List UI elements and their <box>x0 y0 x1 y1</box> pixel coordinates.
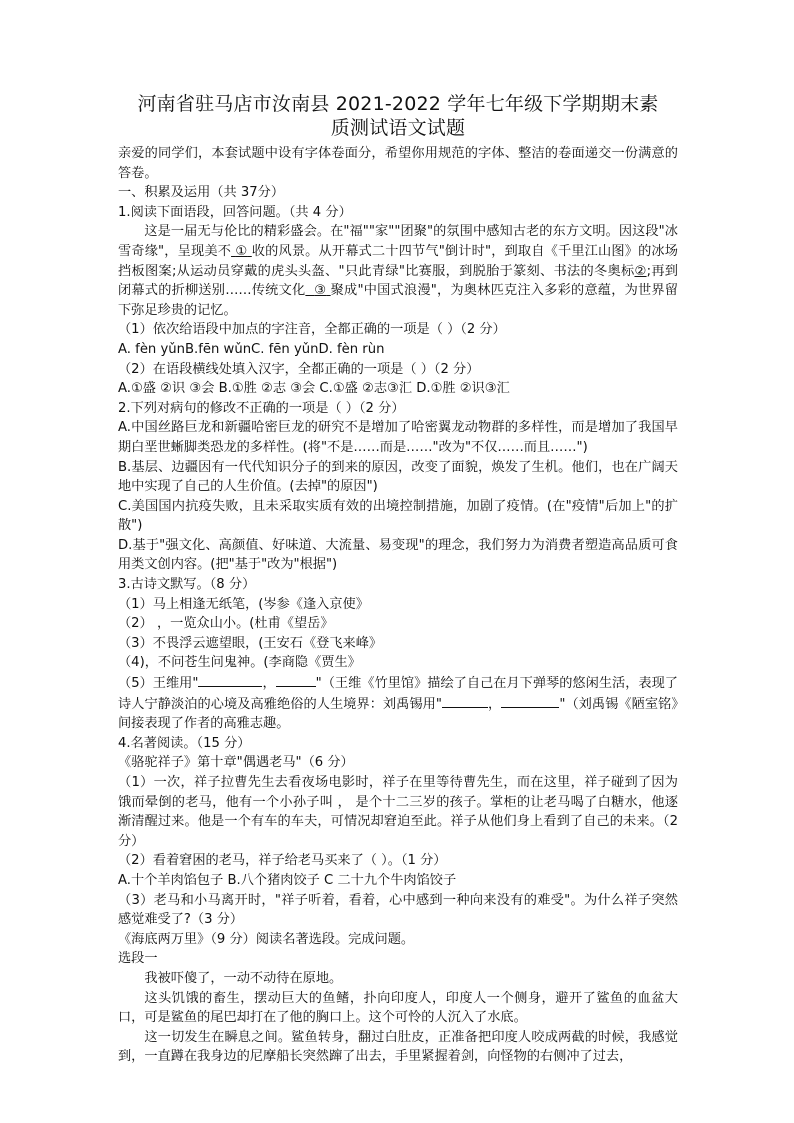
passage-part-a: 这是一届无与伦比的精彩盛会。在"福""家""团聚"的氛围中感知古老的东方文明。因这段"冰雪奇缘"，呈现美不 <box>118 224 678 259</box>
blank-3 <box>305 283 330 298</box>
blank-3-mark: ③ <box>314 283 327 299</box>
passage-part-b: 收的风景。从开幕式二十四节气"倒计时"，到取自《千里江山图》的冰场挡板图案;从运动员穿戴的虎头头盔、"只此青绿"比赛服，到脱胎于篆刻、书法的冬奥标 <box>118 243 678 279</box>
answer-blank <box>442 694 488 708</box>
question-3-line-1: （1）马上相逢无纸笔，(岑参《逢入京使》 <box>118 596 369 612</box>
excerpt-paragraph-3: 这一切发生在瞬息之间。鲨鱼转身，翻过白肚皮，正准备把印度人咬成两截的时候，我感觉到，一直蹲在我身边的尼摩船长突然蹿了出去，手里紧握着剑，向怪物的右侧冲了过去， <box>118 1029 678 1065</box>
question-2-option-b: B.基层、边疆因有一代代知识分子的到来的原因，改变了面貌，焕发了生机。他们，也在广阔天地中实现了自己的人生价值。(去掉"的原因") <box>118 459 678 495</box>
line-5-part-c: "（刘禹锡《陋室铭》间接表现了作者的高雅志趣。 <box>118 696 678 732</box>
exam-content <box>118 144 678 1067</box>
intro-text: 亲爱的同学们，本套试题中设有字体卷面分，希望你用规范的字体、整洁的卷面递交一份满意的答卷。 <box>118 146 678 181</box>
excerpt-paragraph-2: 这头饥饿的畜生，摆动巨大的鱼鳍，扑向印度人，印度人一个侧身，避开了鲨鱼的血盆大口，可是鲨鱼的尾巴却打在了他的胸口上。这个可怜的人沉入了水底。 <box>118 990 678 1026</box>
answer-blank <box>501 694 559 708</box>
question-3-line-4: （4)，不问苍生问鬼神。(李商隐《贾生》 <box>118 655 361 671</box>
question-2-option-a: A.中国丝路巨龙和新疆哈密巨龙的研究不是增加了哈密翼龙动物群的多样性，而是增加了我国早期白垩世蜥脚类恐龙的多样性。(将"不是……而是……"改为"不仅……而且……") <box>118 420 678 455</box>
blank-1 <box>231 244 252 259</box>
blank-1-mark: ① <box>235 243 248 259</box>
title-line-2: 质测试语文试题 <box>330 117 466 139</box>
line-5-part-a: （5）王维用" <box>118 676 199 692</box>
line-5-separator: ， <box>262 676 276 692</box>
question-3-line-5 <box>118 673 678 734</box>
passage-part-c: ;再到闭幕式的折柳送别……传统文化 <box>118 263 678 299</box>
line-5-separator: ， <box>488 696 502 712</box>
question-4-sub-2: （2）看着窘困的老马，祥子给老马买来了（ ）。（1 分） <box>118 853 447 869</box>
question-3-heading: 3.古诗文默写。（8 分） <box>118 577 256 593</box>
excerpt-paragraph-1: 我被吓傻了，一动不动待在原地。 <box>144 970 343 986</box>
question-1-sub-1-options: A. fèn yǔnB.fēn wǔnC. fēn yǔnD. fèn rùn <box>118 341 385 357</box>
section-heading: 一、积累及运用（共 37分） <box>118 185 285 201</box>
blank-2: ② <box>634 263 647 279</box>
question-4-heading: 4.名著阅读。（15 分） <box>118 735 251 751</box>
exam-page <box>118 92 678 1067</box>
question-4-sub-2-options: A.十个羊肉馅包子 B.八个猪肉饺子 C 二十九个牛肉馅饺子 <box>118 872 457 888</box>
question-1-sub-2-options: A.①盛 ②识 ③会 B.①胜 ②志 ③会 C.①盛 ②志③汇 D.①胜 ②识③汇 <box>118 381 510 397</box>
question-2-option-c: C.美国国内抗疫失败，且未采取实质有效的出境控制措施，加剧了疫情。(在"疫情"后加上"的扩散") <box>118 498 678 534</box>
question-1-heading: 1.阅读下面语段，回答问题。（共 4 分） <box>118 204 352 220</box>
page-title <box>118 92 678 140</box>
passage-part-d: 聚成"中国式浪漫"，为奥林匹克注入多彩的意蕴，为世界留下弥足珍贵的记忆。 <box>118 283 678 318</box>
question-1-sub-1: （1）依次给语段中加点的字注音，全都正确的一项是（ ）（2 分） <box>118 322 506 338</box>
question-2-heading: 2.下列对病句的修改不正确的一项是（ ）（2 分） <box>118 400 405 416</box>
book-1-title: 《骆驼祥子》第十章"偶遇老马"（6 分） <box>118 755 354 771</box>
question-4-sub-1: （1）一次，祥子拉曹先生去看夜场电影时，祥子在里等待曹先生，而在这里，祥子碰到了因为饿而晕倒的老马，他有一个小孙子叫 ， 是个十二三岁的孩子。掌柜的让老马喝了白糖水，他逐渐清醒过来。他是一个有车的车夫，可情况却窘迫至此。祥子从他们身上看到了自己的未来。（2 分） <box>118 775 678 849</box>
book-2-title: 《海底两万里》（9 分）阅读名著选段。完成问题。 <box>118 931 415 947</box>
question-1-passage <box>118 222 678 320</box>
line-5-part-b: "（王维《竹里馆》描绘了自己在月下弹琴的悠闲生活，表现了诗人宁静淡泊的心境及高雅绝俗的人生境界：刘禹锡用" <box>118 676 678 712</box>
answer-blank <box>198 673 262 687</box>
question-4-sub-3: （3）老马和小马离开时，"祥子听着，看着，心中感到一种向来没有的难受"。为什么祥子突然感觉难受了?（3 分） <box>118 892 678 928</box>
title-line-1: 河南省驻马店市汝南县 2021-2022 学年七年级下学期期末素 <box>137 93 659 115</box>
excerpt-label: 选段一 <box>118 951 158 967</box>
question-2-option-d: D.基于"强文化、高颜值、好味道、大流量、易变现"的理念，我们努力为消费者塑造高品质可食用类文创内容。(把"基于"改为"根据") <box>118 537 678 573</box>
answer-blank <box>276 673 316 687</box>
question-1-sub-2: （2）在语段横线处填入汉字，全都正确的一项是（ ）（2 分） <box>118 361 480 377</box>
question-3-line-2: （2） ，一览众山小。(杜甫《望岳》 <box>118 616 334 632</box>
question-3-line-3: （3）不畏浮云遮望眼，(王安石《登飞来峰》 <box>118 635 383 651</box>
